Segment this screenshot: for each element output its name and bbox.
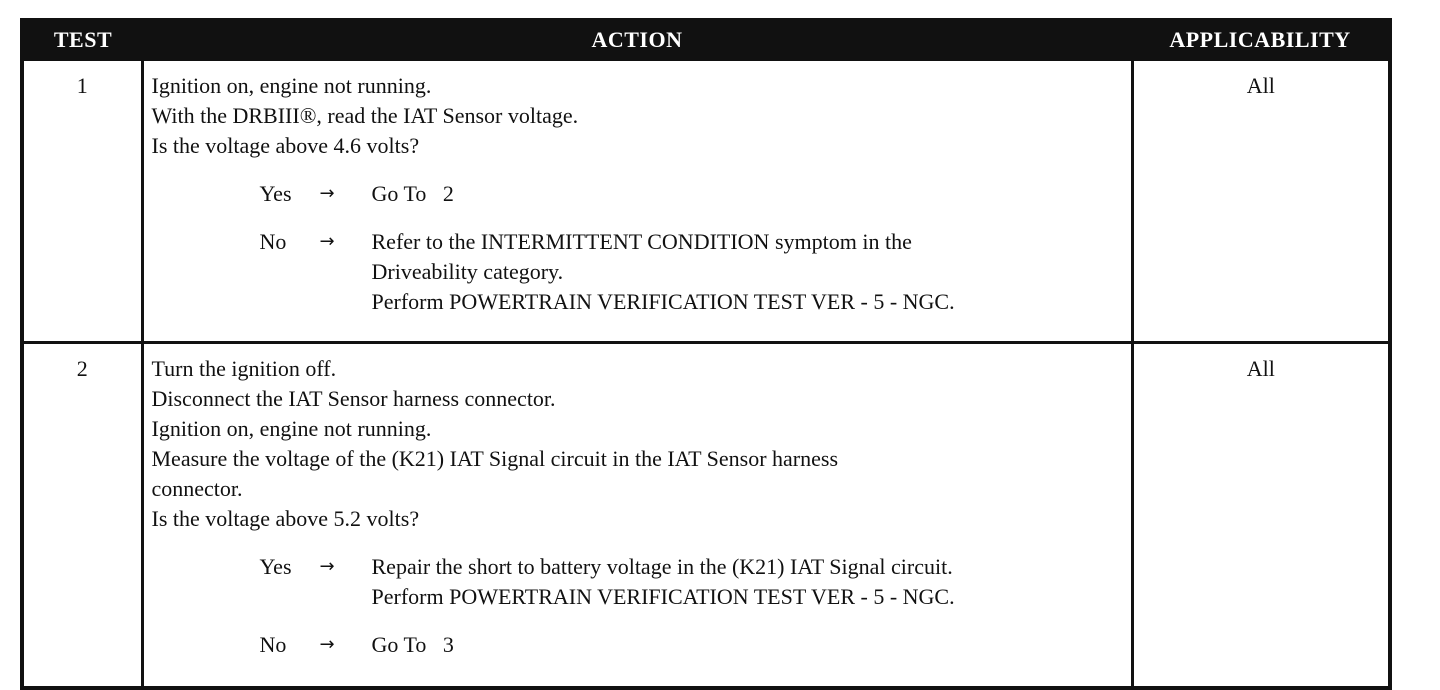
right-arrow-icon: → xyxy=(319,231,335,252)
action-step: Measure the voltage of the (K21) IAT Signal circuit in the IAT Sensor harness xyxy=(151,446,839,471)
answer-line: Driveability category. xyxy=(371,259,564,284)
applicability-value: All xyxy=(1132,343,1390,689)
answer-label: No xyxy=(259,229,287,254)
table-header-row xyxy=(22,20,1390,60)
answer-text xyxy=(372,227,1125,317)
answer-line: Perform POWERTRAIN VERIFICATION TEST VER - 5 - NGC. xyxy=(371,584,955,609)
table-row xyxy=(22,60,1390,343)
answer-list xyxy=(152,552,1125,660)
test-number: 2 xyxy=(22,343,142,689)
answer-label: Yes xyxy=(259,554,292,579)
answer-text xyxy=(372,552,1125,612)
right-arrow-icon: → xyxy=(319,634,335,655)
action-cell xyxy=(142,343,1132,689)
answer-yes xyxy=(260,552,1125,612)
answer-no xyxy=(260,227,1125,317)
answer-text xyxy=(372,179,1125,209)
column-header-test: TEST xyxy=(22,20,142,60)
action-step: Ignition on, engine not running. xyxy=(151,73,432,98)
right-arrow-icon: → xyxy=(319,556,335,577)
answer-list xyxy=(152,179,1125,317)
answer-line: Perform POWERTRAIN VERIFICATION TEST VER - 5 - NGC. xyxy=(371,289,955,314)
answer-line: Repair the short to battery voltage in the (K21) IAT Signal circuit. xyxy=(371,554,953,579)
table-row xyxy=(22,343,1390,689)
action-step: Is the voltage above 4.6 volts? xyxy=(151,133,420,158)
diagnostic-test-table xyxy=(20,18,1392,690)
diagnostic-test-table-container xyxy=(20,18,1388,662)
answer-line: Go To 2 xyxy=(371,181,454,206)
action-step: With the DRBIII®, read the IAT Sensor voltage. xyxy=(151,103,579,128)
column-header-applicability: APPLICABILITY xyxy=(1132,20,1390,60)
action-step: Turn the ignition off. xyxy=(151,356,337,381)
applicability-value: All xyxy=(1132,60,1390,343)
answer-label: No xyxy=(259,632,287,657)
answer-text xyxy=(372,630,1125,660)
column-header-action: ACTION xyxy=(142,20,1132,60)
answer-line: Refer to the INTERMITTENT CONDITION symptom in the xyxy=(371,229,912,254)
action-cell xyxy=(142,60,1132,343)
test-number: 1 xyxy=(22,60,142,343)
action-step: Disconnect the IAT Sensor harness connector. xyxy=(151,386,556,411)
answer-yes xyxy=(260,179,1125,209)
answer-no xyxy=(260,630,1125,660)
action-step: connector. xyxy=(151,476,243,501)
answer-label: Yes xyxy=(259,181,292,206)
action-step: Is the voltage above 5.2 volts? xyxy=(151,506,420,531)
right-arrow-icon: → xyxy=(319,183,335,204)
answer-line: Go To 3 xyxy=(371,632,454,657)
action-step: Ignition on, engine not running. xyxy=(151,416,432,441)
